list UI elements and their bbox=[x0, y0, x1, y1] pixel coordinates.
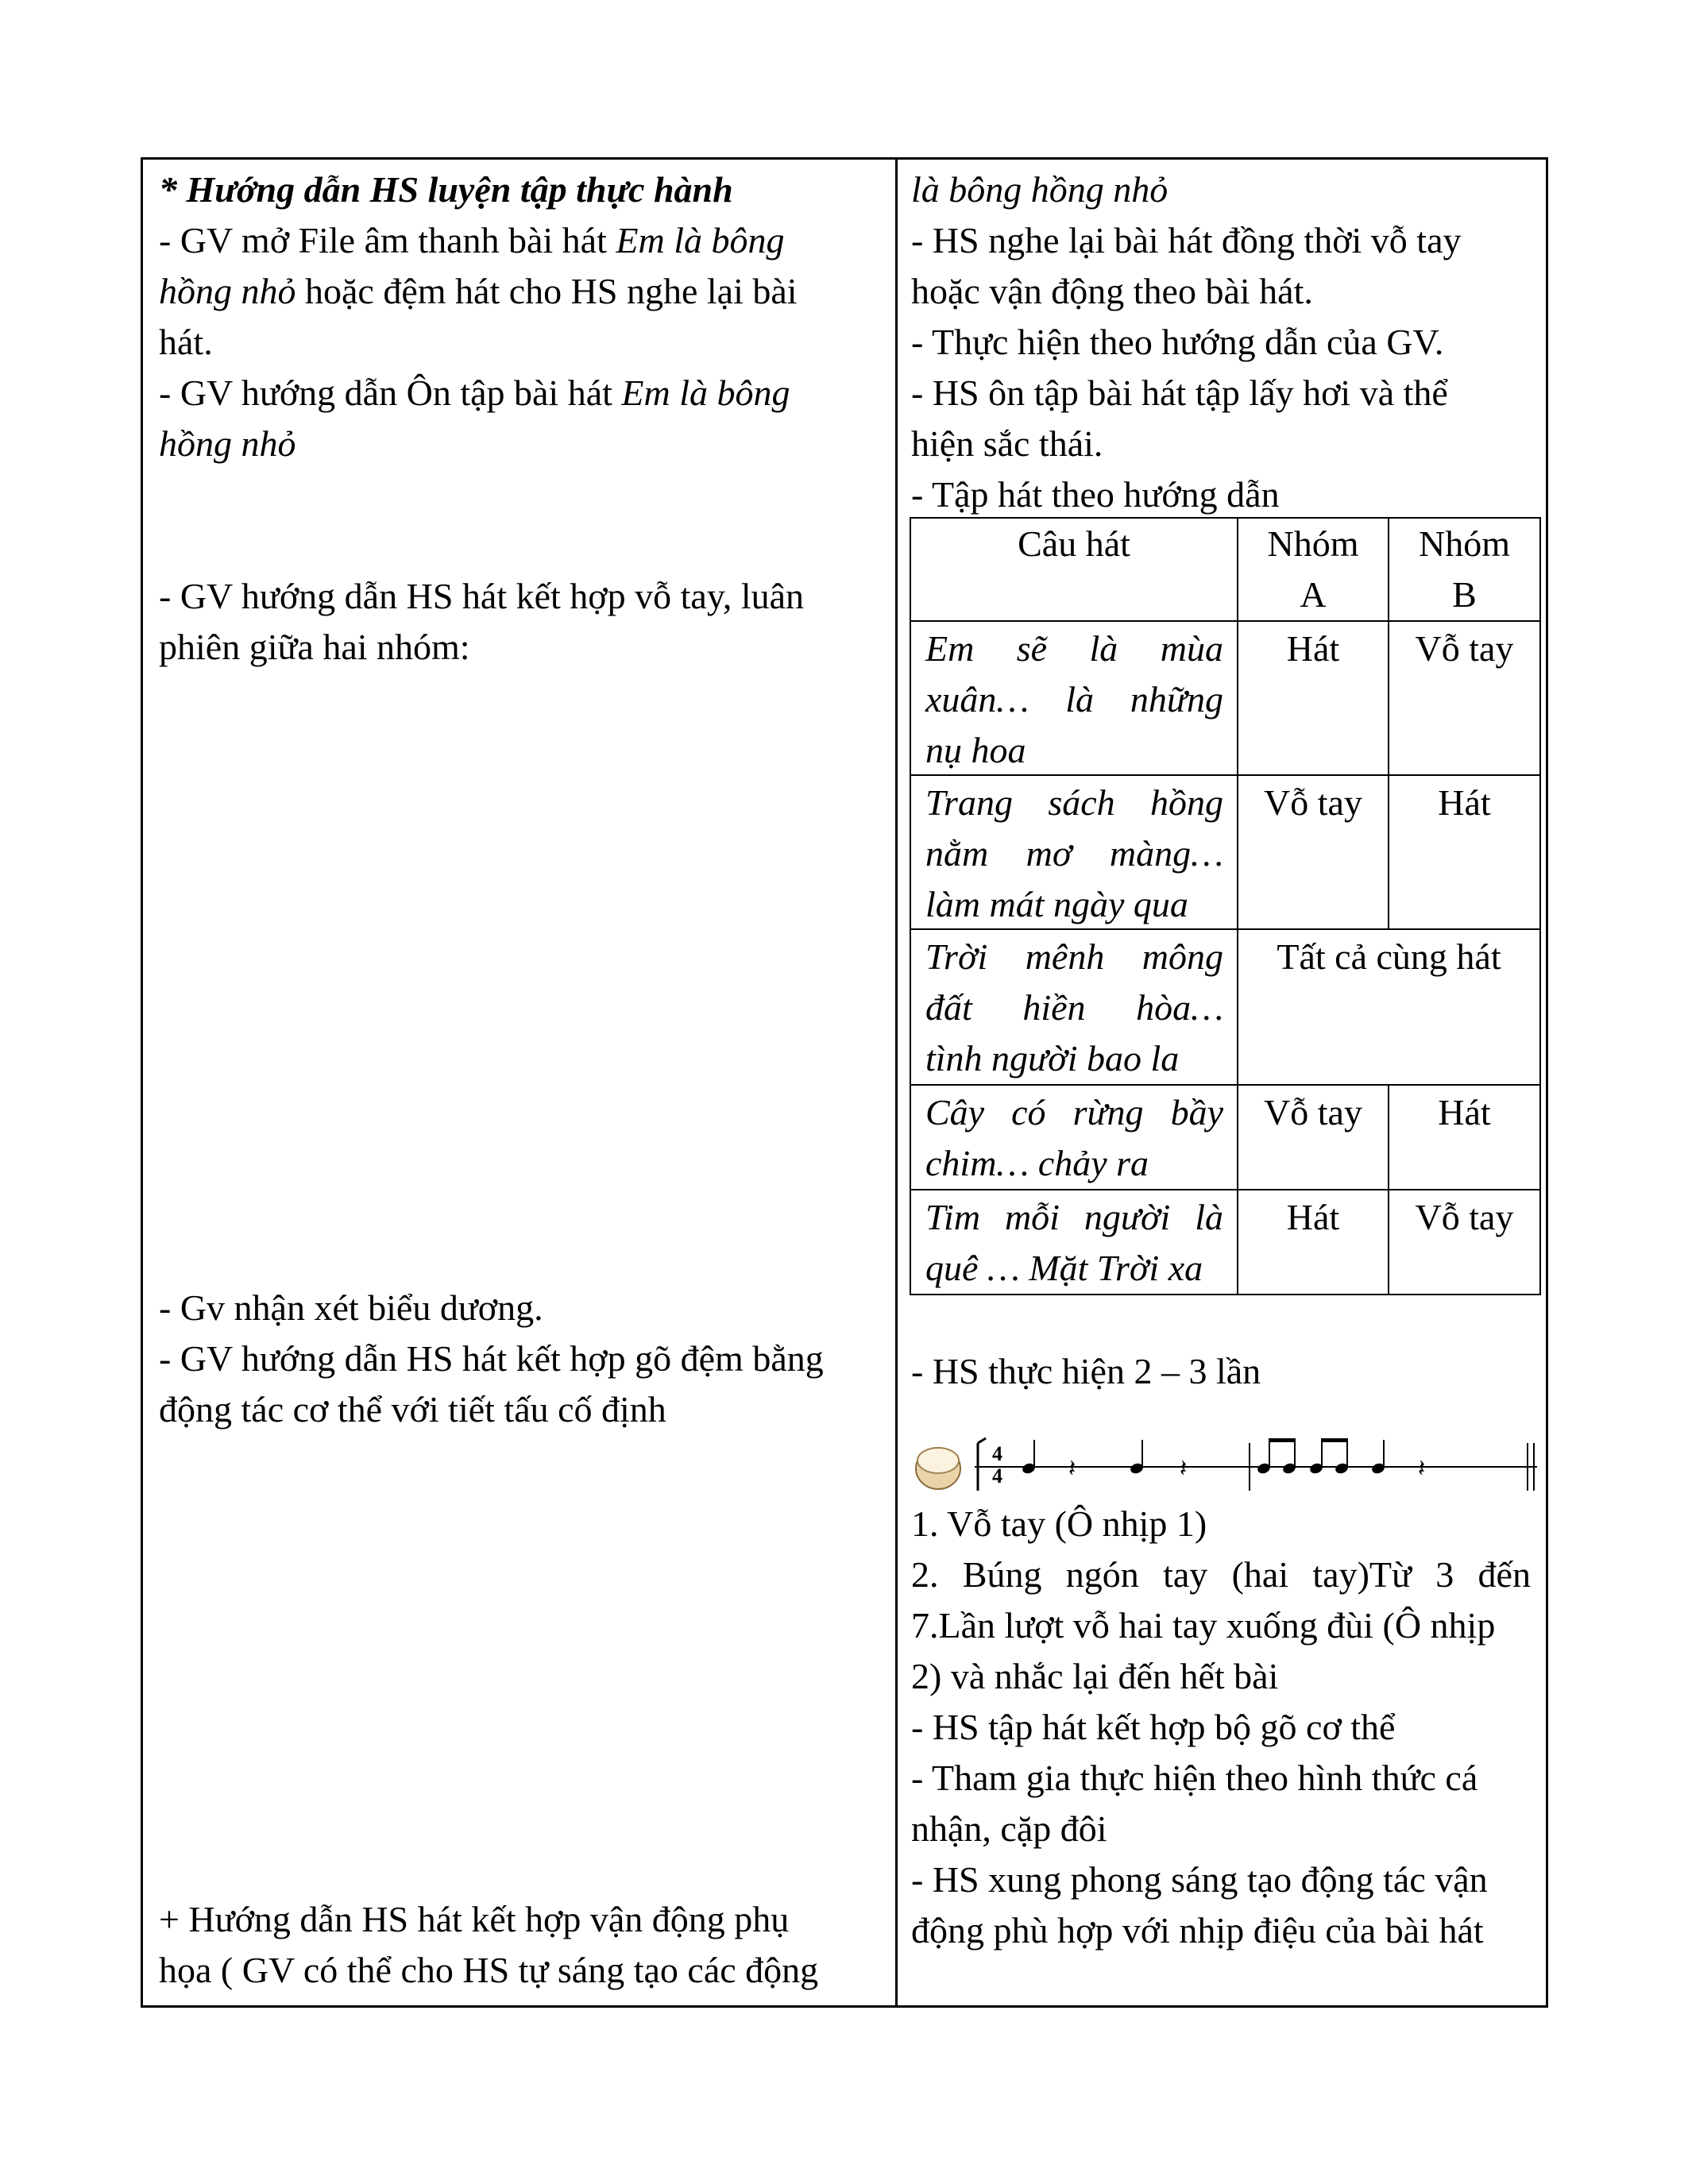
group-a-cell: Hát bbox=[1286, 1197, 1340, 1237]
lyric-line: xuân… là những bbox=[925, 679, 1223, 720]
left-text-line: hồng nhỏ bbox=[159, 423, 296, 464]
eighth-note-pair bbox=[1256, 1438, 1296, 1475]
left-text-line: - GV mở File âm thanh bài hát Em là bông bbox=[159, 220, 785, 260]
lyric-line: Trang sách hồng bbox=[925, 782, 1223, 823]
merged-group-cell: Tất cả cùng hát bbox=[1277, 936, 1501, 977]
time-signature-bottom: 4 bbox=[992, 1464, 1002, 1488]
table-header-group-a: A bbox=[1300, 574, 1327, 615]
quarter-rest: 𝄽 bbox=[1180, 1455, 1188, 1483]
table-grid-line bbox=[911, 1189, 1539, 1190]
lyric-line: Tim mỗi người là bbox=[925, 1197, 1223, 1237]
lyric-line: nụ hoa bbox=[925, 730, 1026, 770]
left-text-line: - GV hướng dẫn Ôn tập bài hát Em là bông bbox=[159, 372, 790, 413]
table-header-group-b: B bbox=[1452, 574, 1477, 615]
group-a-cell: Hát bbox=[1286, 628, 1340, 669]
lyric-line: đất hiền hòa… bbox=[925, 987, 1223, 1028]
right-text-line-justified: 2. Búng ngón tay (hai tay)Từ 3 đến bbox=[911, 1554, 1531, 1595]
left-heading: * Hướng dẫn HS luyện tập thực hành bbox=[159, 169, 733, 210]
lesson-table bbox=[141, 157, 1548, 2008]
quarter-rest: 𝄽 bbox=[1068, 1455, 1076, 1483]
left-text-line: - GV hướng dẫn HS hát kết hợp gõ đệm bằng bbox=[159, 1338, 824, 1379]
lyric-line: quê … Mặt Trời xa bbox=[925, 1248, 1203, 1288]
table-grid-line bbox=[911, 1084, 1539, 1086]
left-text-line: + Hướng dẫn HS hát kết hợp vận động phụ bbox=[159, 1899, 790, 1939]
column-divider bbox=[895, 160, 898, 2005]
right-text-line: 2) và nhắc lại đến hết bài bbox=[911, 1656, 1279, 1696]
right-text-line: là bông hồng nhỏ bbox=[911, 169, 1168, 210]
group-b-cell: Vỗ tay bbox=[1415, 1197, 1514, 1237]
group-b-cell: Hát bbox=[1438, 1092, 1491, 1133]
lyric-line: Trời mênh mông bbox=[925, 936, 1223, 977]
table-header-group-a: Nhóm bbox=[1267, 523, 1359, 564]
left-text-line: - GV hướng dẫn HS hát kết hợp vỗ tay, luân bbox=[159, 576, 805, 616]
quarter-note bbox=[1370, 1440, 1385, 1475]
right-text-line: 1. Vỗ tay (Ô nhịp 1) bbox=[911, 1503, 1207, 1544]
quarter-note bbox=[1021, 1440, 1036, 1475]
quarter-rest: 𝄽 bbox=[1418, 1455, 1426, 1483]
right-text-line: - HS tập hát kết hợp bộ gõ cơ thể bbox=[911, 1707, 1396, 1747]
group-b-cell: Vỗ tay bbox=[1415, 628, 1514, 669]
lyric-line: nằm mơ màng… bbox=[925, 833, 1223, 874]
right-text-line: động phù hợp với nhịp điệu của bài hát bbox=[911, 1910, 1484, 1951]
table-grid-line bbox=[911, 620, 1539, 622]
right-text-line: - Tham gia thực hiện theo hình thức cá bbox=[911, 1758, 1478, 1798]
right-text-line: - HS nghe lại bài hát đồng thời vỗ tay bbox=[911, 220, 1462, 260]
left-text-line: hồng nhỏ hoặc đệm hát cho HS nghe lại bài bbox=[159, 271, 798, 311]
lyric-line: làm mát ngày qua bbox=[925, 884, 1188, 924]
group-a-cell: Vỗ tay bbox=[1264, 782, 1362, 823]
right-text-line: hiện sắc thái. bbox=[911, 423, 1103, 464]
quarter-note bbox=[1129, 1440, 1144, 1475]
time-signature-top: 4 bbox=[992, 1442, 1002, 1465]
group-a-cell: Vỗ tay bbox=[1264, 1092, 1362, 1133]
right-text-line: - HS xung phong sáng tạo động tác vận bbox=[911, 1859, 1488, 1900]
left-text-line: - Gv nhận xét biểu dương. bbox=[159, 1287, 543, 1328]
left-text-line: động tác cơ thể với tiết tấu cố định bbox=[159, 1389, 666, 1430]
drum-icon bbox=[916, 1448, 960, 1489]
right-text-line: - Tập hát theo hướng dẫn bbox=[911, 474, 1280, 515]
lyric-line: Cây có rừng bầy bbox=[925, 1092, 1223, 1133]
eighth-note-pair bbox=[1308, 1438, 1349, 1475]
left-text-line: phiên giữa hai nhóm: bbox=[159, 627, 470, 667]
rhythm-notation bbox=[910, 1429, 1541, 1492]
lyric-line: Em sẽ là mùa bbox=[925, 628, 1223, 669]
table-header-group-b: Nhóm bbox=[1419, 523, 1510, 564]
lyric-line: chim… chảy ra bbox=[925, 1143, 1149, 1183]
group-b-cell: Hát bbox=[1438, 782, 1491, 823]
lyric-line: tình người bao la bbox=[925, 1038, 1180, 1078]
singing-groups-table bbox=[910, 517, 1541, 1295]
table-header-lyric: Câu hát bbox=[1018, 523, 1130, 564]
right-text-line: - HS ôn tập bài hát tập lấy hơi và thể bbox=[911, 372, 1448, 413]
right-text-line: - Thực hiện theo hướng dẫn của GV. bbox=[911, 322, 1444, 362]
left-text-line: hát. bbox=[159, 322, 213, 362]
right-text-line: - HS thực hiện 2 – 3 lần bbox=[911, 1351, 1261, 1391]
left-text-line: họa ( GV có thể cho HS tự sáng tạo các động bbox=[159, 1950, 819, 1990]
right-text-line: hoặc vận động theo bài hát. bbox=[911, 271, 1313, 311]
right-text-line: nhận, cặp đôi bbox=[911, 1808, 1107, 1849]
right-text-line: 7.Lần lượt vỗ hai tay xuống đùi (Ô nhịp bbox=[911, 1605, 1496, 1646]
